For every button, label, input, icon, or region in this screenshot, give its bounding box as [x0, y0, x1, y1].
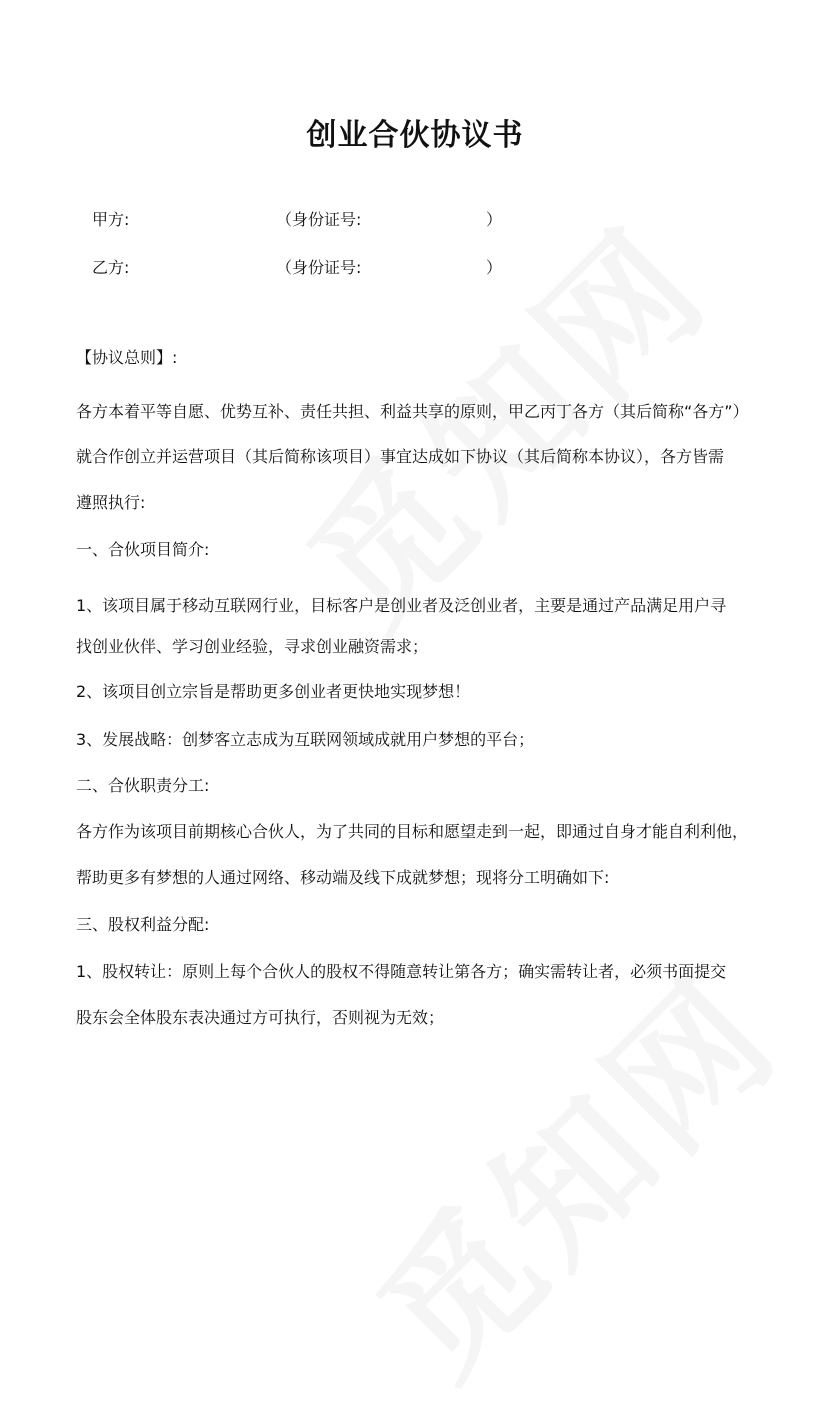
body-text-line: 3、发展战略：创梦客立志成为互联网领域成就用户梦想的平台；	[76, 730, 535, 749]
party-b-id-close: ）	[486, 258, 503, 277]
body-text-line: 各方本着平等自愿、优势互补、责任共担、利益共享的原则，甲乙丙丁各方（其后简称“各方”）	[76, 402, 749, 421]
body-text-line: 2、该项目创立宗旨是帮助更多创业者更快地实现梦想！	[76, 682, 471, 701]
body-text-line: 1、该项目属于移动互联网行业，目标客户是创业者及泛创业者，主要是通过产品满足用户寻	[76, 596, 727, 615]
party-a-row	[92, 208, 552, 232]
party-a-label: 甲方:	[92, 210, 130, 229]
party-b-label: 乙方:	[92, 258, 130, 277]
body-text-line: 就合作创立并运营项目（其后简称该项目）事宜达成如下协议（其后简称本协议），各方皆需	[76, 447, 725, 466]
section-heading: 二、合伙职责分工:	[76, 776, 210, 795]
body-text-line: 遵照执行:	[76, 493, 146, 512]
section-heading-general: 【协议总则】:	[76, 348, 178, 367]
party-a-id-close: ）	[486, 210, 503, 229]
party-a-id-label: （身份证号:	[276, 210, 362, 229]
body-text-line: 找创业伙伴、学习创业经验，寻求创业融资需求；	[76, 637, 429, 656]
body-text-line: 帮助更多有梦想的人通过网络、移动端及线下成就梦想；现将分工明确如下:	[76, 868, 610, 887]
party-b-id-label: （身份证号:	[276, 258, 362, 277]
party-b-row	[92, 256, 552, 280]
body-text-line: 1、股权转让：原则上每个合伙人的股权不得随意转让第各方；确实需转让者，必须书面提交	[76, 962, 727, 981]
watermark	[324, 922, 816, 1414]
body-text-line: 各方作为该项目前期核心合伙人，为了共同的目标和愿望走到一起，即通过自身才能自利利他，	[76, 822, 749, 841]
document-title: 创业合伙协议书	[306, 118, 524, 153]
body-text-line: 股东会全体股东表决通过方可执行，否则视为无效；	[76, 1008, 445, 1027]
section-heading: 三、股权利益分配:	[76, 915, 210, 934]
section-heading: 一、合伙项目简介:	[76, 540, 210, 559]
